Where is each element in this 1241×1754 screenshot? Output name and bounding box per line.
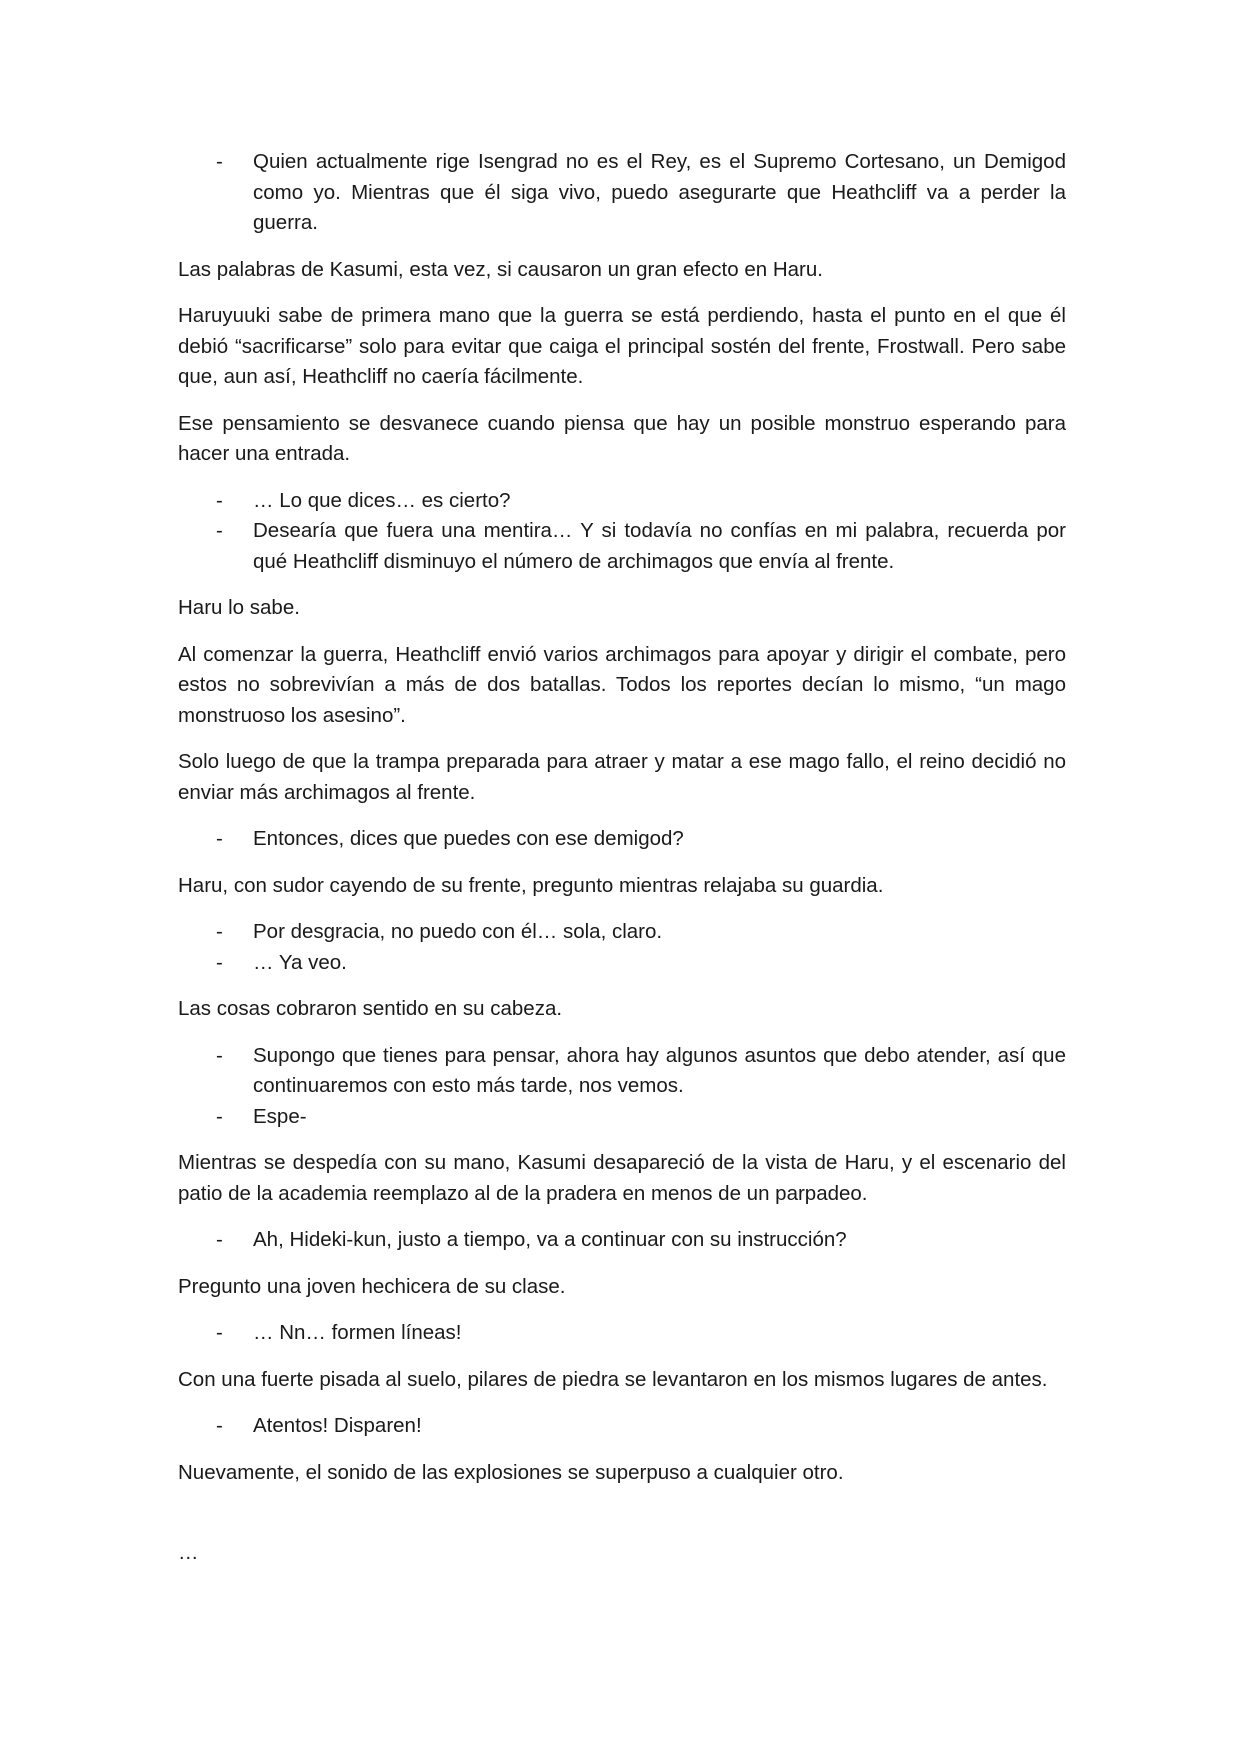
narrative-paragraph: Con una fuerte pisada al suelo, pilares de piedra se levantaron en los mismos lugares de antes. — [178, 1367, 1048, 1391]
narrative-paragraph: Las palabras de Kasumi, esta vez, si causaron un gran efecto en Haru. — [178, 257, 823, 281]
dialogue-dash: - — [216, 488, 223, 512]
dialogue-dash: - — [216, 1414, 223, 1437]
dialogue-text: Ah, Hideki-kun, justo a tiempo, va a continuar con su instrucción? — [253, 1228, 847, 1251]
dialogue-line — [178, 1318, 1066, 1349]
narrative-paragraph: Haru lo sabe. — [178, 596, 300, 619]
dialogue-text: … Lo que dices… es cierto? — [253, 488, 511, 512]
dialogue-dash: - — [216, 519, 223, 542]
dialogue-text: Desearía que fuera una mentira… Y si todavía no confías en mi palabra, recuerda por qué Heathcliff disminuyo el número de archimagos que envía al frente. — [253, 519, 1066, 573]
dialogue-line — [178, 147, 1066, 239]
narrative-paragraph: Haruyuuki sabe de primera mano que la guerra se está perdiendo, hasta el punto en el que él debió “sacrificarse” solo para evitar que caiga el principal sostén del frente, Frostwall. Pero sabe que, aun así, Heathcliff no caería fácilmente. — [178, 304, 1066, 388]
dialogue-text: Atentos! Disparen! — [253, 1414, 422, 1437]
dialogue-dash: - — [216, 1321, 223, 1344]
narrative-paragraph: Pregunto una joven hechicera de su clase. — [178, 1274, 566, 1298]
dialogue-text: … Ya veo. — [253, 950, 347, 974]
dialogue-line — [178, 824, 1066, 855]
document-body — [178, 147, 1066, 1585]
narrative-paragraph: Solo luego de que la trampa preparada para atraer y matar a ese mago fallo, el reino decidió no enviar más archimagos al frente. — [178, 750, 1066, 804]
dialogue-block — [178, 917, 1066, 978]
dialogue-text: Entonces, dices que puedes con ese demigod? — [253, 827, 684, 850]
dialogue-dash: - — [216, 150, 223, 173]
narrative-paragraph: Mientras se despedía con su mano, Kasumi desapareció de la vista de Haru, y el escenario del patio de la academia reemplazo al de la pradera en menos de un parpadeo. — [178, 1151, 1066, 1205]
dialogue-dash: - — [216, 920, 223, 943]
dialogue-block — [178, 1411, 1066, 1442]
narrative-paragraph: Haru, con sudor cayendo de su frente, pregunto mientras relajaba su guardia. — [178, 873, 884, 897]
dialogue-dash: - — [216, 1043, 223, 1067]
dialogue-line — [178, 1041, 1066, 1102]
dialogue-block — [178, 1225, 1066, 1256]
dialogue-line — [178, 917, 1066, 948]
narrative-paragraph: Ese pensamiento se desvanece cuando piensa que hay un posible monstruo esperando para hacer una entrada. — [178, 411, 1066, 465]
dialogue-block — [178, 147, 1066, 239]
dialogue-dash: - — [216, 1228, 223, 1251]
dialogue-block — [178, 824, 1066, 855]
dialogue-text: Espe- — [253, 1104, 307, 1128]
narrative-paragraph: Al comenzar la guerra, Heathcliff envió varios archimagos para apoyar y dirigir el combate, pero estos no sobrevivían a más de dos batallas. Todos los reportes decían lo mismo, “un mago monstruoso los asesino”. — [178, 642, 1066, 727]
dialogue-dash: - — [216, 950, 223, 974]
dialogue-text: … Nn… formen líneas! — [253, 1321, 462, 1344]
dialogue-line — [178, 1102, 1066, 1133]
dialogue-line — [178, 1225, 1066, 1256]
dialogue-line — [178, 516, 1066, 577]
dialogue-block — [178, 1318, 1066, 1349]
dialogue-block — [178, 1041, 1066, 1133]
dialogue-block — [178, 486, 1066, 578]
dialogue-line — [178, 948, 1066, 979]
dialogue-text: Quien actualmente rige Isengrad no es el Rey, es el Supremo Cortesano, un Demigod como yo. Mientras que él siga vivo, puedo asegurarte que Heathcliff va a perder la guerra. — [253, 150, 1066, 234]
dialogue-line — [178, 486, 1066, 517]
dialogue-line — [178, 1411, 1066, 1442]
dialogue-dash: - — [216, 827, 223, 850]
dialogue-dash: - — [216, 1104, 223, 1128]
section-end-ellipsis: … — [178, 1541, 199, 1564]
narrative-paragraph: Nuevamente, el sonido de las explosiones se superpuso a cualquier otro. — [178, 1460, 844, 1484]
dialogue-text: Supongo que tienes para pensar, ahora hay algunos asuntos que debo atender, así que continuaremos con esto más tarde, nos vemos. — [253, 1043, 1066, 1097]
narrative-paragraph: Las cosas cobraron sentido en su cabeza. — [178, 997, 563, 1020]
dialogue-text: Por desgracia, no puedo con él… sola, claro. — [253, 920, 663, 943]
